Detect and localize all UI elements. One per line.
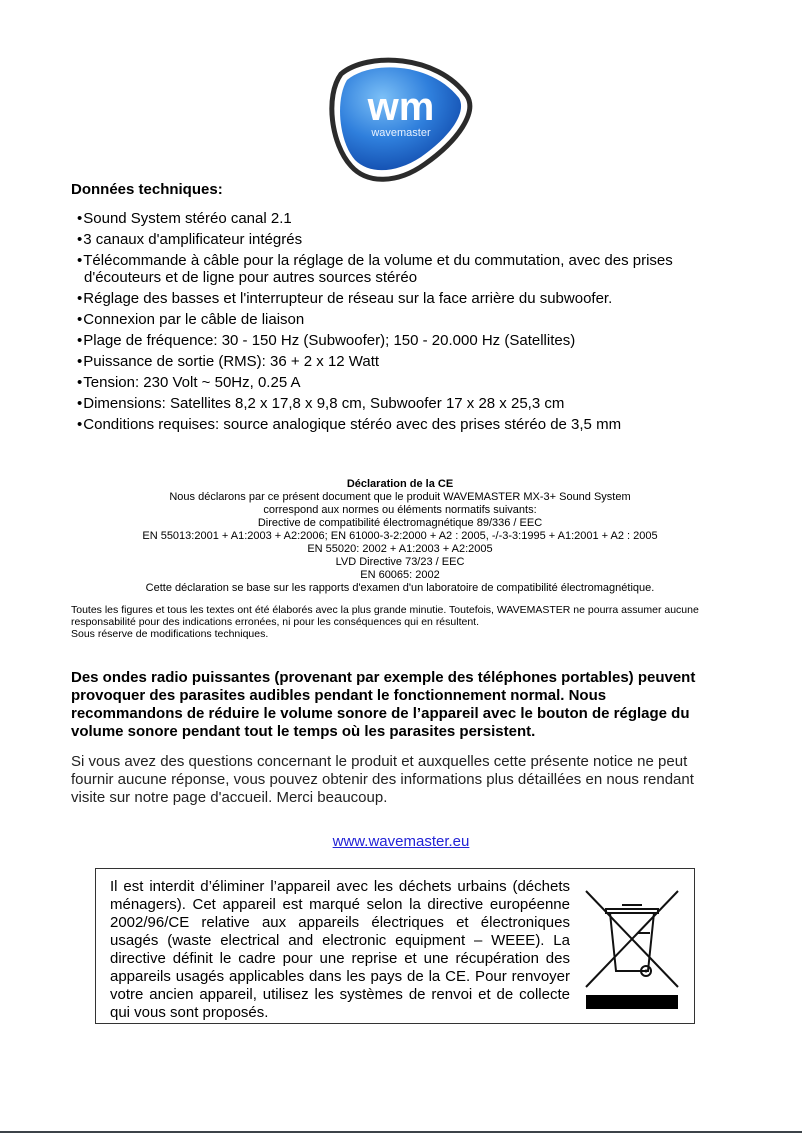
disclaimer — [71, 604, 731, 640]
ce-line: EN 55013:2001 + A1:2003 + A2:2006; EN 61000-3-2:2000 + A2 : 2005, -/-3-3:1995 + A1:2001 + A2 : 2005 — [142, 530, 658, 542]
radio-interference-warning: Des ondes radio puissantes (provenant par exemple des téléphones portables) peuvent provoquer des parasites audibles pendant le fonctionnement normal. Nous recommandons de réduire le volume sonore de l’appareil avec le bouton de réglage du volume sonore pendant tout le temps où les parasites persistent. — [71, 669, 696, 740]
spec-item: • 3 canaux d'amplificateur intégrés — [70, 231, 710, 248]
disclaimer-note: Sous réserve de modifications techniques. — [71, 628, 269, 640]
ce-line: correspond aux normes ou éléments normatifs suivants: — [263, 504, 537, 516]
spec-item: • Télécommande à câble pour la réglage de la volume et du commutation, avec des prises d'écouteurs et de ligne pour autres sources stéréo — [70, 252, 710, 286]
wavemaster-logo-icon — [327, 56, 475, 184]
ce-line: Cette déclaration se base sur les rapports d'examen d'un laboratoire de compatibilité électromagnétique. — [145, 582, 655, 594]
ce-line: EN 60065: 2002 — [360, 569, 440, 581]
specs-list — [70, 210, 710, 437]
spec-item: • Sound System stéréo canal 2.1 — [70, 210, 710, 227]
svg-text:wm: wm — [367, 85, 435, 129]
spec-item: • Plage de fréquence: 30 - 150 Hz (Subwoofer); 150 - 20.000 Hz (Satellites) — [70, 332, 710, 349]
spec-item: • Connexion par le câble de liaison — [70, 311, 710, 328]
disclaimer-text: Toutes les figures et tous les textes ont été élaborés avec la plus grande minutie. Toutefois, WAVEMASTER ne pourra assumer aucune responsabilité pour des indications erronées, ni pour les conséquences qui en résultent. — [71, 604, 699, 628]
ce-line: EN 55020: 2002 + A1:2003 + A2:2005 — [307, 543, 493, 555]
weee-notice-text: Il est interdit d’éliminer l’appareil avec les déchets urbains (déchets ménagers). Cet appareil est marqué selon la directive européenne 2002/96/CE relative aux appareils électriques et électroniques usagés (waste electrical and electronic equipment – WEEE). La directive définit le cadre pour une reprise et une récupération des appareils usagés applicables dans les pays de la CE. Pour renvoyer votre ancien appareil, utilisez les systèmes de renvoi et de collecte qui vous sont proposés. — [110, 878, 570, 1021]
spec-item: • Tension: 230 Volt ~ 50Hz, 0.25 A — [70, 374, 710, 391]
ce-line: Directive de compatibilité électromagnétique 89/336 / EEC — [257, 517, 543, 529]
ce-declaration-title: Déclaration de la CE — [346, 478, 454, 490]
contact-paragraph: Si vous avez des questions concernant le produit et auxquelles cette présente notice ne peut fournir aucune réponse, vous pouvez obtenir des informations plus détaillées en nous rendant visite sur notre page d'accueil. Merci beaucoup. — [71, 753, 694, 806]
ce-line: LVD Directive 73/23 / EEC — [335, 556, 465, 568]
website-link-container — [0, 833, 802, 850]
svg-text:wavemaster: wavemaster — [371, 127, 431, 139]
specs-heading: Données techniques: — [71, 181, 223, 198]
spec-item: • Conditions requises: source analogique stéréo avec des prises stéréo de 3,5 mm — [70, 416, 710, 433]
website-link[interactable]: www.wavemaster.eu — [332, 833, 470, 850]
wavemaster-logo — [327, 56, 475, 184]
spec-item: • Puissance de sortie (RMS): 36 + 2 x 12 Watt — [70, 353, 710, 370]
ce-declaration — [60, 478, 740, 595]
spec-item: • Réglage des basses et l'interrupteur de réseau sur la face arrière du subwoofer. — [70, 290, 710, 307]
spec-item: • Dimensions: Satellites 8,2 x 17,8 x 9,8 cm, Subwoofer 17 x 28 x 25,3 cm — [70, 395, 710, 412]
weee-notice-box — [95, 868, 695, 1024]
crossed-out-wheelie-bin-icon — [582, 879, 682, 1013]
ce-line: Nous déclarons par ce présent document que le produit WAVEMASTER MX-3+ Sound System — [169, 491, 631, 503]
